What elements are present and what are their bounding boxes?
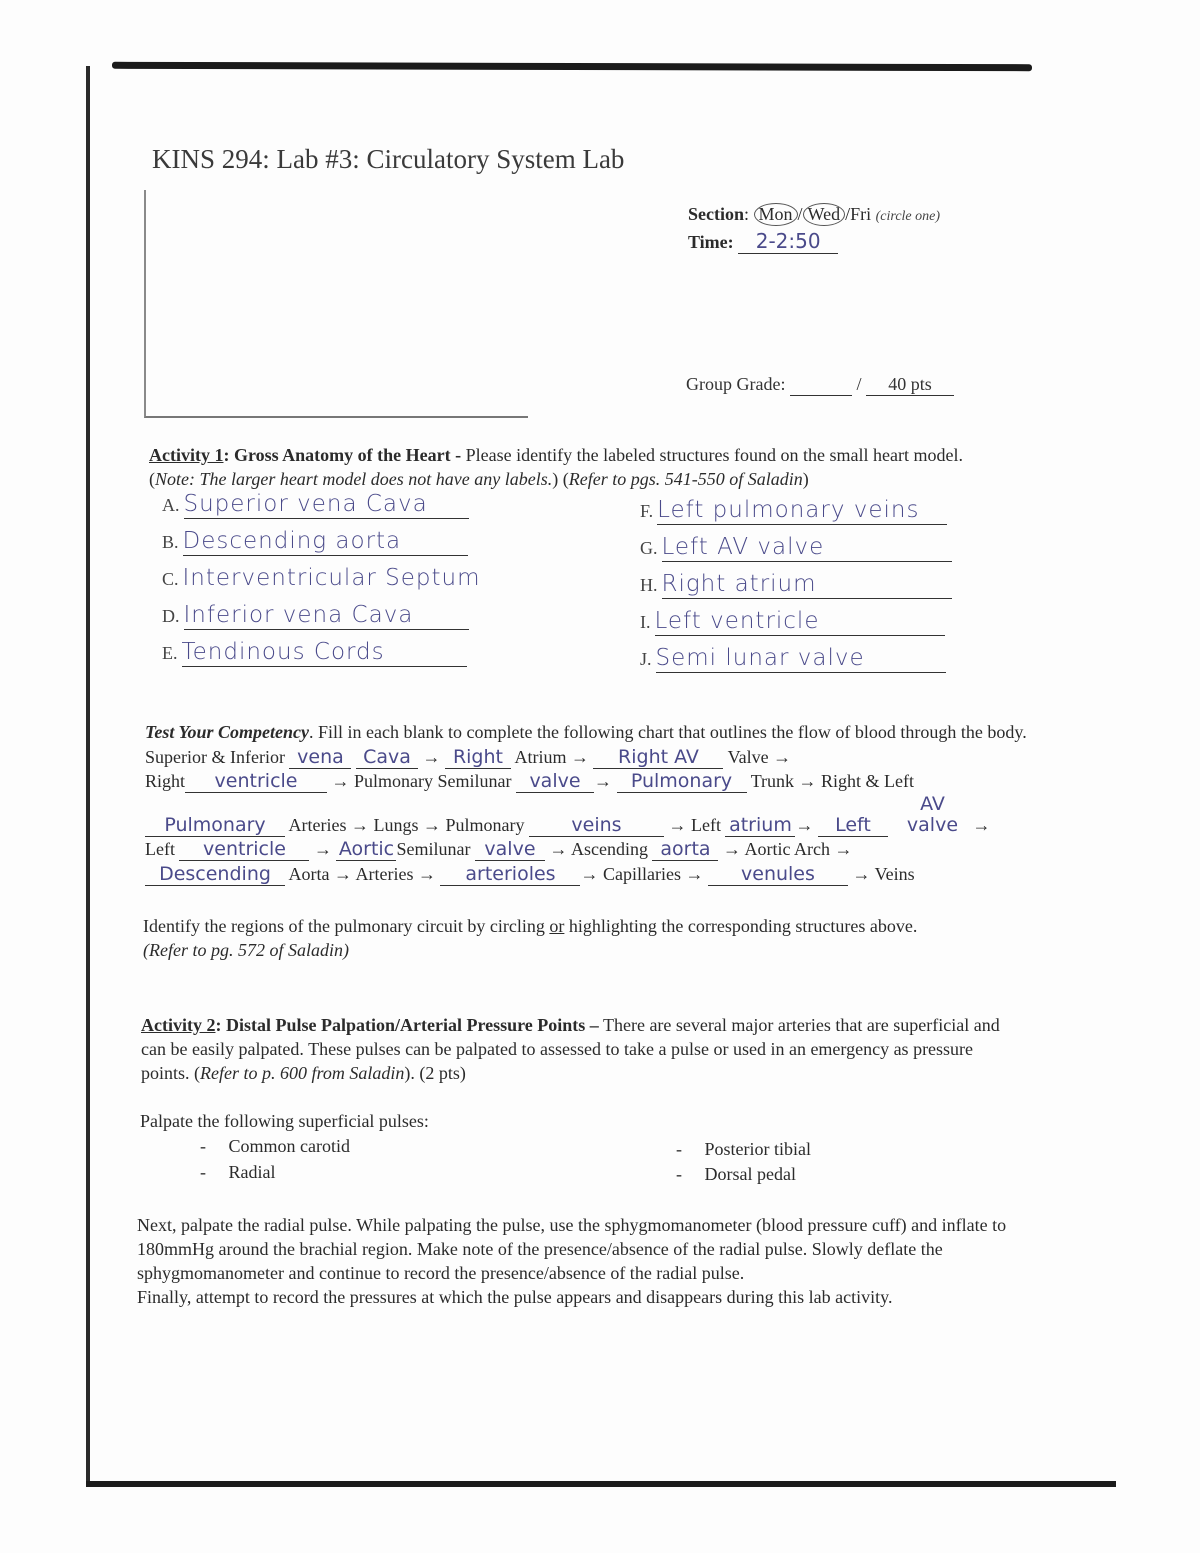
name-box: [144, 190, 528, 418]
page-title: KINS 294: Lab #3: Circulatory System Lab: [152, 144, 625, 174]
flow-line-1: Superior & Inferior vena Cava → Right Atrium → Right AV Valve →: [145, 745, 792, 768]
pulse-item: - Common carotid: [200, 1136, 350, 1156]
section-option-fri: Fri: [850, 204, 872, 224]
answer-a: A. Superior vena Cava: [162, 490, 469, 519]
flow-line-2: Right ventricle → Pulmonary Semilunar valve → Pulmonary Trunk → Right & Left: [145, 770, 915, 792]
time-label: Time:: [688, 232, 734, 252]
flow-line-5: Descending Aorta → Arteries → arterioles → Capillaries → venules → Veins: [145, 862, 1045, 887]
answer-j: J. Semi lunar valve: [640, 644, 946, 673]
flow-line-3: Pulmonary Arteries → Lungs → Pulmonary veins → Left atrium → Left AV valve →: [145, 794, 1045, 838]
answer-c: C. Interventricular Septum: [162, 565, 481, 591]
pulse-item: - Posterior tibial: [676, 1139, 811, 1159]
palpate-intro: Palpate the following superficial pulses:: [140, 1111, 429, 1131]
answer-i: I. Left ventricle: [640, 607, 945, 636]
pulse-item: - Dorsal pedal: [676, 1164, 796, 1184]
scan-edge-left: [86, 66, 90, 1486]
section-circled-option: Mon: [754, 203, 798, 226]
section-note: (circle one): [875, 209, 941, 224]
grade-label: Group Grade:: [686, 374, 786, 394]
group-grade: Group Grade: / 40 pts: [686, 374, 954, 396]
answer-g: G. Left AV valve: [640, 533, 952, 562]
answer-d: D. Inferior vena Cava: [162, 601, 469, 630]
activity2-intro: Activity 2: Distal Pulse Palpation/Arterial Pressure Points – There are several major arteries that are superficial and can be easily palpated. These pulses can be palpated to assessed to take a pulse or used in an emergency as pressure points. (Refer to p. 600 from Saladin). (2 pts): [141, 1015, 1000, 1083]
section-label: Section: [688, 204, 744, 224]
answer-f: F. Left pulmonary veins: [640, 496, 947, 525]
answer-b: B. Descending aorta: [162, 527, 468, 556]
scan-edge-bottom: [86, 1481, 1116, 1487]
section-line: Section: Mon / Wed /Fri (circle one): [688, 204, 941, 224]
competency-intro: Test Your Competency. Fill in each blank to complete the following chart that outlines the flow of blood through the body.: [145, 722, 1027, 742]
answer-h: H. Right atrium: [640, 570, 952, 599]
competency-section: [145, 720, 1045, 886]
flow-line-4: Left ventricle → Aortic Semilunar valve → Ascending aorta → Aortic Arch →: [145, 838, 853, 860]
section-circled-option-2: Wed: [803, 203, 846, 226]
scan-edge-top: [112, 62, 1032, 71]
answer-e: E. Tendinous Cords: [162, 638, 467, 667]
activity1-intro: Activity 1: Gross Anatomy of the Heart - Please identify the labeled structures found on the small heart model. (Note: The larger heart model does not have any labels.) (Refer to pgs. 541-550 of Saladin): [149, 445, 963, 489]
pulse-instructions: Next, palpate the radial pulse. While palpating the pulse, use the sphygmomanometer (blood pressure cuff) and inflate to 180mmHg around the brachial region. Make note of the presence/absence of the radial pulse. Slowly deflate the sphygmomanometer and continue to record the presence/absence of the radial pulse. Finally, attempt to record the pressures at which the pulse appears and disappears during this lab activity.: [137, 1215, 1007, 1307]
time-value: 2-2:50: [738, 229, 838, 254]
identify-instructions: Identify the regions of the pulmonary circuit by circling or highlighting the corresponding structures above. (Refer to pg. 572 of Saladin): [143, 916, 918, 960]
time-line: [688, 229, 838, 254]
pulse-item: - Radial: [200, 1162, 276, 1182]
grade-total: 40 pts: [866, 374, 954, 396]
